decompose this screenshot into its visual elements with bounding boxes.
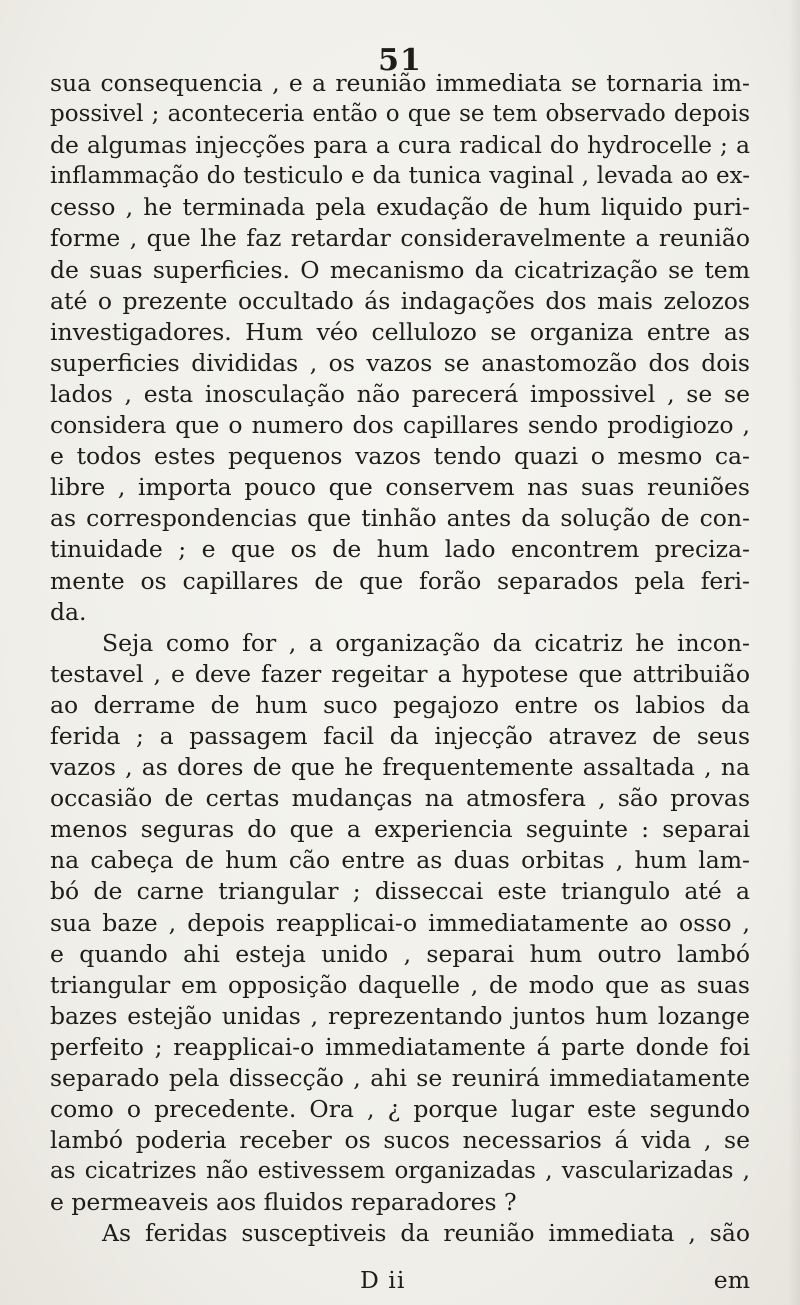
text-line: sua baze , depois reapplicai-o immediatamente ao osso , — [50, 908, 750, 937]
signature-mark: D ii — [360, 1266, 406, 1294]
text-line: testavel , e deve fazer regeitar a hypotese que attribuião — [50, 659, 750, 688]
text-line: e quando ahi esteja unido , separai hum outro lambó — [50, 939, 750, 968]
text-line: as correspondencias que tinhão antes da solução de con- — [50, 504, 750, 533]
text-line: considera que o numero dos capillares sendo prodigiozo , — [50, 411, 750, 440]
text-line: lambó poderia receber os sucos necessarios á vida , se — [50, 1126, 750, 1155]
page-number: 51 — [378, 43, 422, 78]
text-line: e permeaveis aos fluidos reparadores ? — [50, 1188, 517, 1217]
text-line: separado pela dissecção , ahi se reunirá immediatamente — [50, 1064, 750, 1092]
text-line: As feridas susceptiveis da reunião immediata , são — [102, 1219, 750, 1248]
catchword: em — [713, 1266, 750, 1294]
text-line: mente os capillares de que forão separados pela feri- — [50, 566, 750, 595]
text-line: occasião de certas mudanças na atmosfera , são provas — [50, 784, 750, 813]
text-line: até o prezente occultado ás indagações dos mais zelozos — [50, 286, 750, 315]
text-line: e todos estes pequenos vazos tendo quazi o mesmo ca- — [50, 442, 750, 471]
text-line: de suas superficies. O mecanismo da cicatrização se tem — [50, 255, 750, 284]
text-line: Seja como for , a organização da cicatriz he incon- — [102, 628, 750, 657]
text-line: da. — [50, 597, 87, 626]
text-line: vazos , as dores de que he frequentemente assaltada , na — [50, 753, 750, 782]
text-line: menos seguras do que a experiencia seguinte : separai — [50, 815, 750, 844]
text-line: perfeito ; reapplicai-o immediatamente á parte donde foi — [50, 1032, 750, 1061]
text-line: bó de carne triangular ; disseccai este triangulo até a — [50, 877, 750, 906]
text-line: ferida ; a passagem facil da injecção atravez de seus — [50, 721, 750, 750]
text-line: de algumas injecções para a cura radical do hydrocelle ; a — [50, 131, 750, 160]
text-line: as cicatrizes não estivessem organizadas , vascularizadas , — [50, 1158, 750, 1185]
text-line: bazes estejão unidas , reprezentando juntos hum lozange — [50, 1001, 750, 1030]
text-line: na cabeça de hum cão entre as duas orbitas , hum lam- — [50, 846, 750, 875]
text-line: sua consequencia , e a reunião immediata se tornaria im- — [50, 69, 750, 97]
text-line: inflammação do testiculo e da tunica vaginal , levada ao ex- — [50, 163, 750, 190]
scan-edge-shadow — [788, 0, 800, 1305]
text-line: superficies divididas , os vazos se anastomozão dos dois — [50, 348, 750, 377]
body-text — [50, 68, 750, 1250]
text-line: triangular em opposição daquelle , de modo que as suas — [50, 970, 750, 999]
page-footer — [50, 1266, 750, 1298]
text-line: libre , importa pouco que conservem nas suas reuniões — [50, 473, 750, 502]
text-line: possivel ; aconteceria então o que se tem observado depois — [50, 101, 750, 128]
text-line: cesso , he terminada pela exudação de hum liquido puri- — [50, 193, 750, 222]
text-line: forme , que lhe faz retardar consideravelmente a reunião — [50, 224, 750, 253]
text-line: ao derrame de hum suco pegajozo entre os labios da — [50, 690, 750, 719]
text-line: investigadores. Hum véo cellulozo se organiza entre as — [50, 317, 750, 346]
text-line: lados , esta inosculação não parecerá impossivel , se se — [50, 379, 750, 408]
text-line: tinuidade ; e que os de hum lado encontrem preciza- — [50, 535, 750, 564]
text-line: como o precedente. Ora , ¿ porque lugar este segundo — [50, 1095, 750, 1124]
